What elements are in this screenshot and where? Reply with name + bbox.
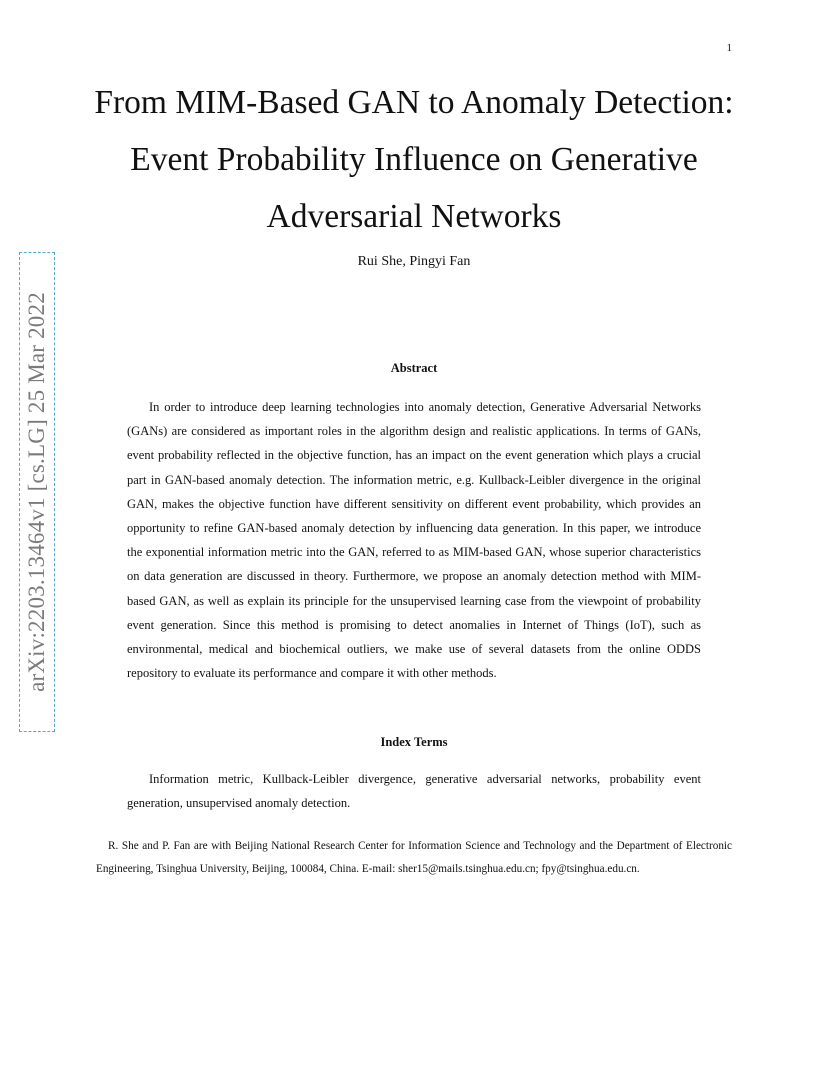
paper-authors: Rui She, Pingyi Fan	[357, 254, 471, 269]
arxiv-identifier: arXiv:2203.13464v1 [cs.LG] 25 Mar 2022	[24, 292, 49, 692]
index-terms-text: Information metric, Kullback-Leibler divergence, generative adversarial networks, probability event generation, unsupervised anomaly detection.	[127, 772, 701, 811]
abstract-heading: Abstract	[390, 361, 438, 375]
index-terms-heading: Index Terms	[380, 735, 448, 749]
abstract-text: In order to introduce deep learning technologies into anomaly detection, Generative Adversarial Networks (GANs) are considered as important roles in the algorithm design and realistic applications. In terms of GANs, event probability reflected in the objective function, has an impact on the event generation which plays a crucial part in GAN-based anomaly detection. The information metric, e.g. Kullback-Leibler divergence in the original GAN, makes the objective function have different sensitivity on different event probability, which provides an opportunity to refine GAN-based anomaly detection by influencing data generation. In this paper, we introduce the exponential information metric into the GAN, referred to as MIM-based GAN, whose superior characteristics on data generation are discussed in theory. Furthermore, we propose an anomaly detection method with MIM-based GAN, as well as explain its principle for the unsupervised learning case from the viewpoint of probability event generation. Since this method is promising to detect anomalies in Internet of Things (IoT), such as environmental, medical and biochemical outliers, we make use of several datasets from the online ODDS repository to evaluate its performance and compare it with other methods.	[127, 400, 701, 681]
page-number: 1	[726, 42, 732, 54]
arxiv-stamp[interactable]	[19, 252, 55, 732]
author-affiliation-footnote: R. She and P. Fan are with Beijing National Research Center for Information Science and Technology and the Department of Electronic Engineering, Tsinghua University, Beijing, 100084, China. E-mail: sher15@mails.tsinghua.edu.cn; fpy@tsinghua.edu.cn.	[96, 840, 732, 875]
paper-title: From MIM-Based GAN to Anomaly Detection: Event Probability Influence on Generative Adversarial Networks	[94, 84, 734, 235]
